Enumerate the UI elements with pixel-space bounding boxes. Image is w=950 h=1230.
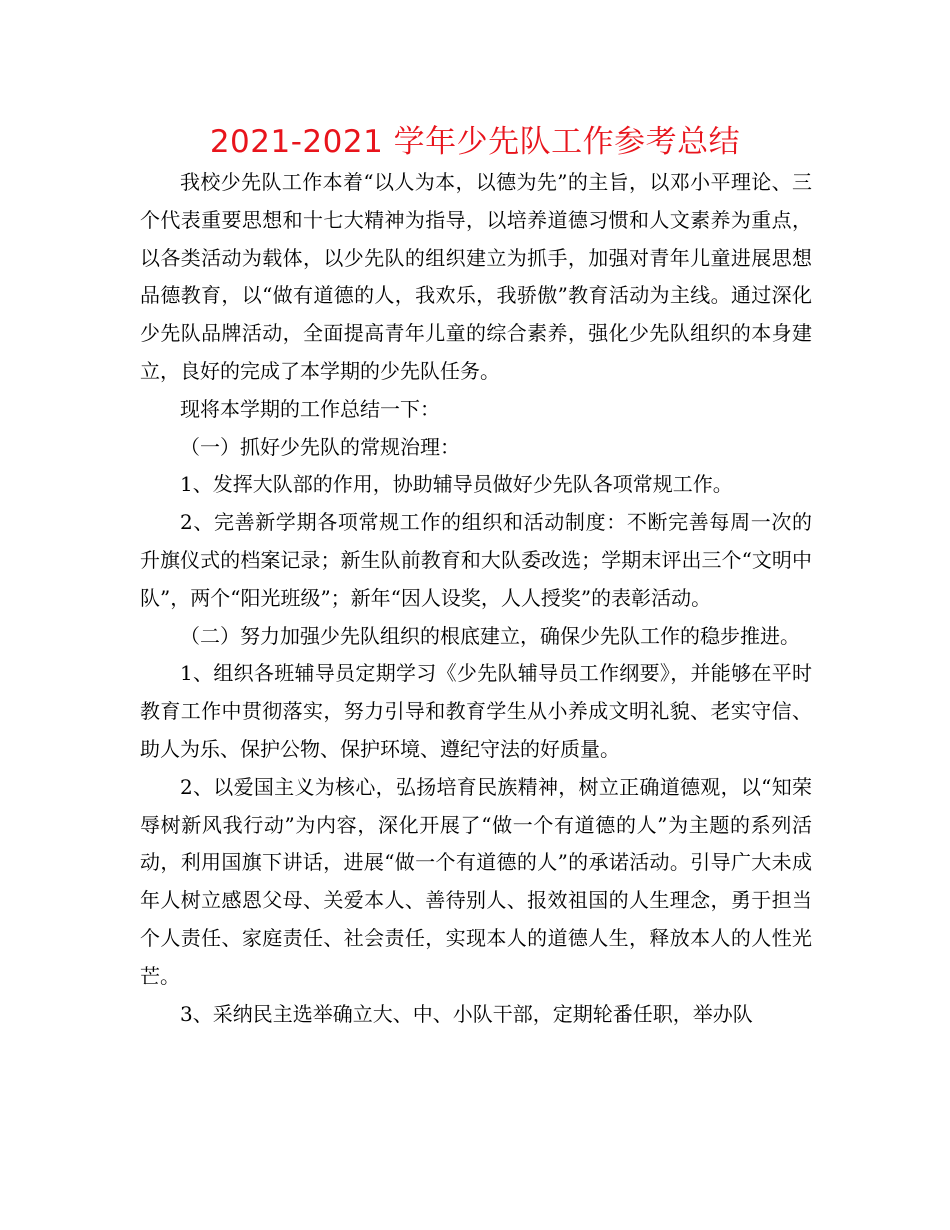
paragraph-1-2: 2、完善新学期各项常规工作的组织和活动制度：不断完善每周一次的升旗仪式的档案记录；新生队前教育和大队委改选；学期末评出三个“文明中队”，两个“阳光班级”；新年“因人设奖，人人授奖”的表彰活动。 (140, 510, 812, 610)
document-body (140, 164, 812, 1033)
paragraph-2-3: 3、采纳民主选举确立大、中、小队干部，定期轮番任职，举办队 (180, 1001, 753, 1026)
section-heading-1: （一）抓好少先队的常规治理： (180, 434, 460, 459)
paragraph-intro: 我校少先队工作本着“以人为本，以德为先”的主旨，以邓小平理论、三个代表重要思想和十七大精神为指导，以培养道德习惯和人文素养为重点，以各类活动为载体，以少先队的组织建立为抓手，加强对青年儿童进展思想品德教育，以“做有道德的人，我欢乐，我骄傲”教育活动为主线。通过深化少先队品牌活动，全面提高青年儿童的综合素养，强化少先队组织的本身建立，良好的完成了本学期的少先队任务。 (140, 170, 812, 383)
section-heading-2: （二）努力加强少先队组织的根底建立，确保少先队工作的稳步推进。 (180, 623, 800, 648)
document-title: 2021-2021 学年少先队工作参考总结 (209, 124, 741, 160)
paragraph-1-1: 1、发挥大队部的作用，协助辅导员做好少先队各项常规工作。 (180, 472, 733, 497)
paragraph-2-2: 2、以爱国主义为核心，弘扬培育民族精神，树立正确道德观，以“知荣辱树新风我行动”为内容，深化开展了“做一个有道德的人”为主题的系列活动，利用国旗下讲话，进展“做一个有道德的人”的承诺活动。引导广大未成年人树立感恩父母、关爱本人、善待别人、报效祖国的人生理念，勇于担当个人责任、家庭责任、社会责任，实现本人的道德人生，释放本人的人性光芒。 (140, 774, 812, 988)
paragraph-2-1: 1、组织各班辅导员定期学习《少先队辅导员工作纲要》，并能够在平时教育工作中贯彻落实，努力引导和教育学生从小养成文明礼貌、老实守信、助人为乐、保护公物、保护环境、遵纪守法的好质量。 (140, 661, 812, 761)
paragraph-summary-lead: 现将本学期的工作总结一下： (180, 396, 440, 421)
